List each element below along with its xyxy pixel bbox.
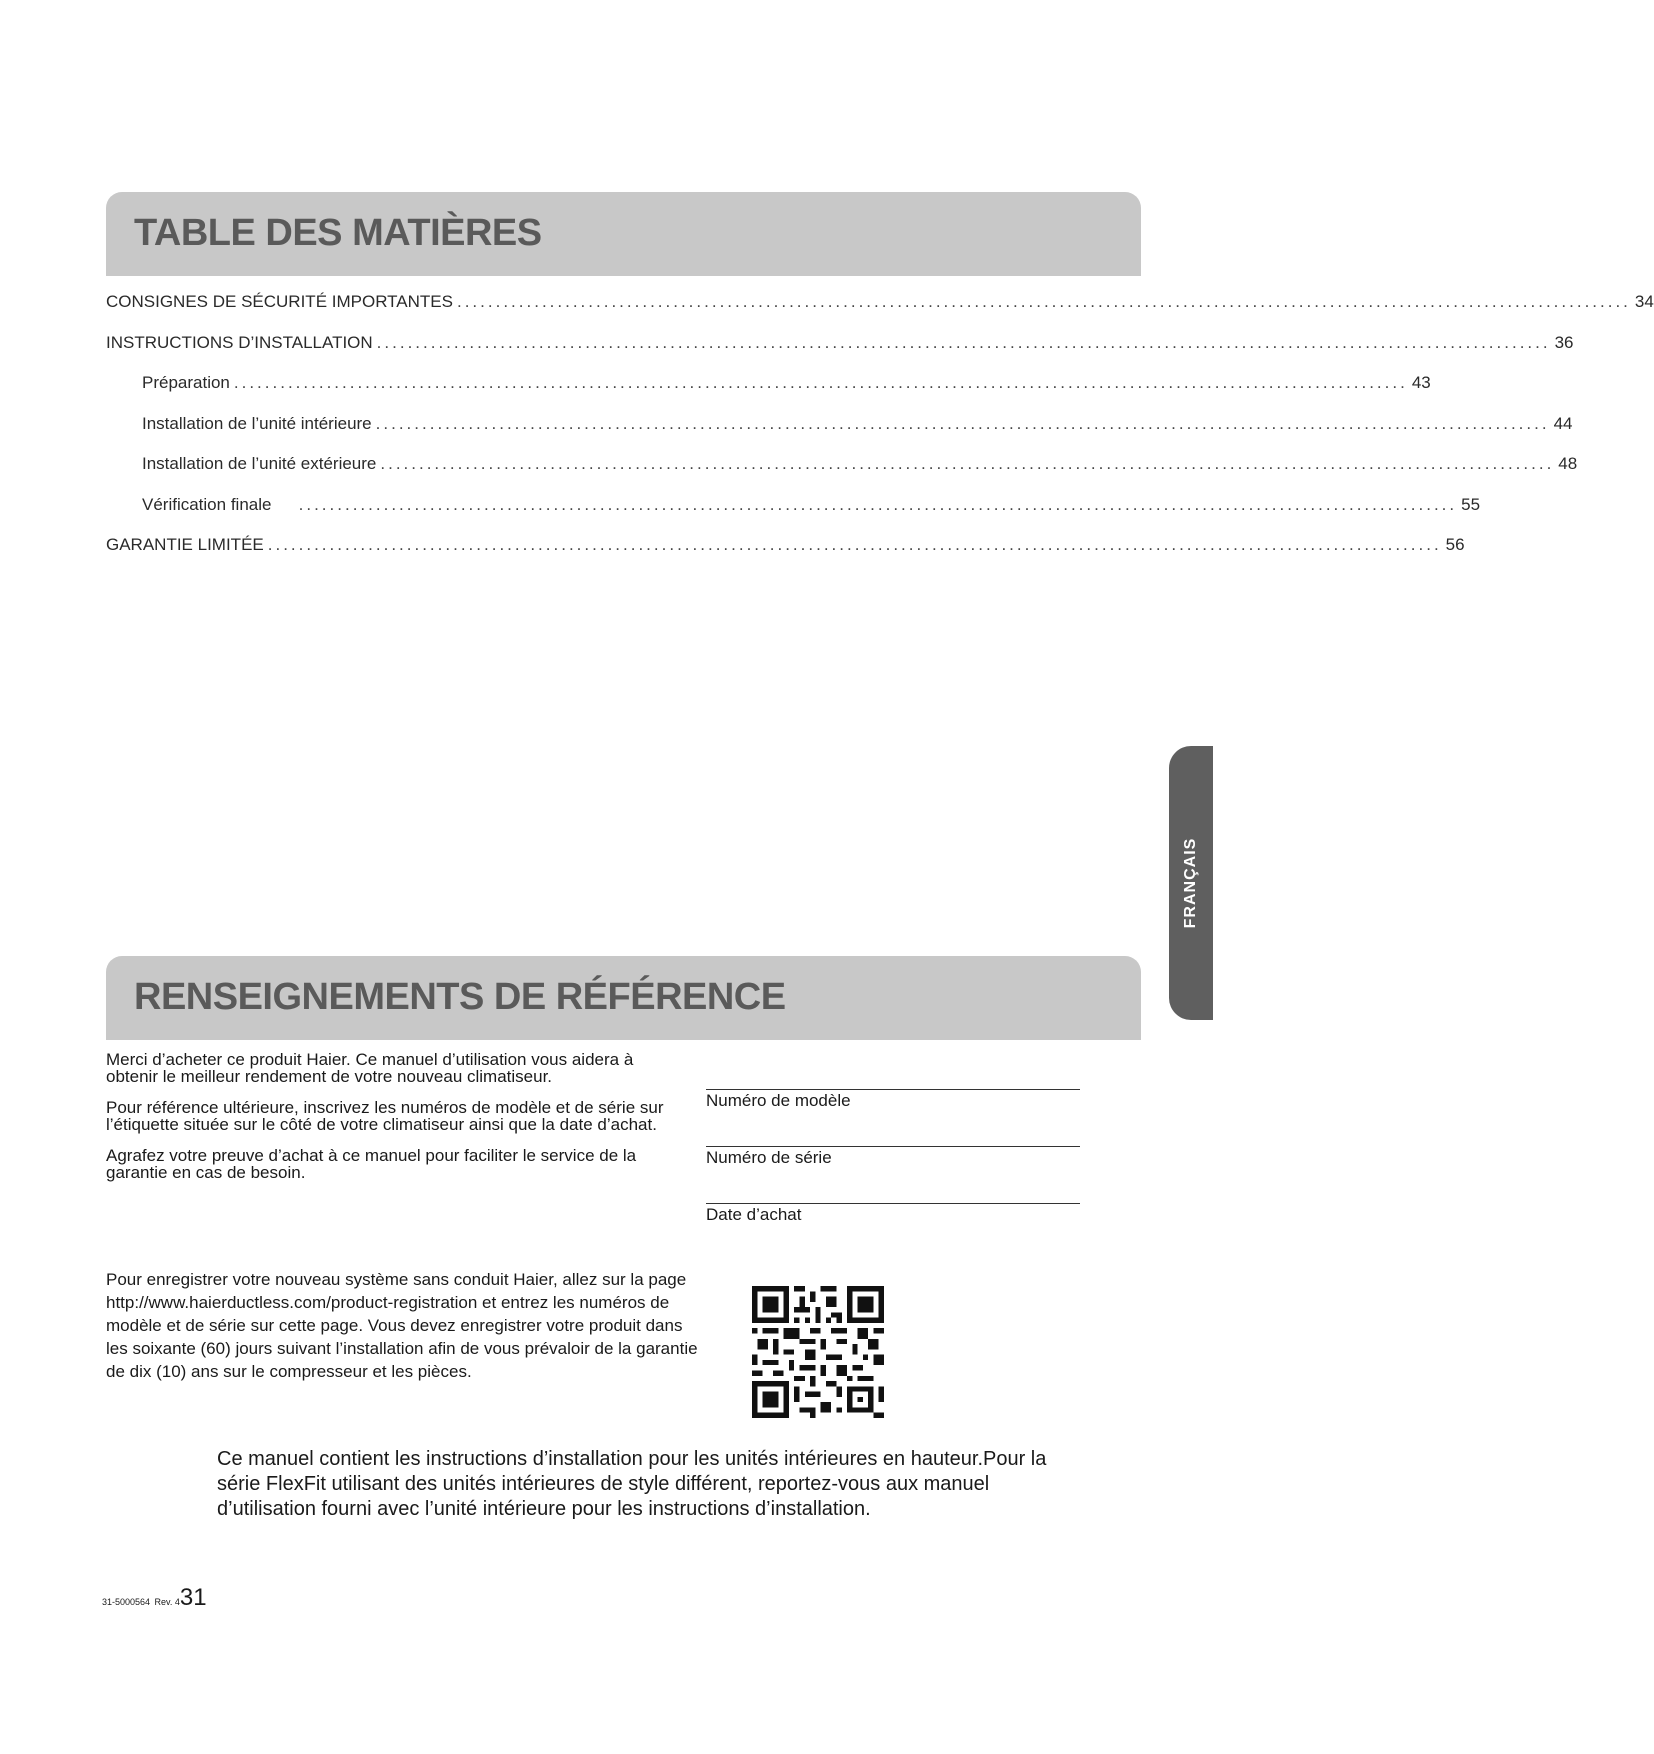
toc-entry[interactable] xyxy=(106,413,1573,455)
toc-leader-dots: ........................................................................................................................................................ xyxy=(375,413,1550,433)
reference-title: RENSEIGNEMENTS DE RÉFÉRENCE xyxy=(134,976,786,1018)
toc-entry[interactable] xyxy=(106,454,1578,495)
toc-leader-dots: ........................................................................................................................................................ xyxy=(380,454,1555,473)
toc-entry[interactable] xyxy=(106,494,1481,536)
purchase-date-label: Date d’achat xyxy=(706,1205,802,1224)
serial-number-field[interactable] xyxy=(706,1146,1080,1168)
toc-leader-dots: ........................................................................................................................................................ xyxy=(376,332,1551,352)
language-tab xyxy=(1169,746,1213,1020)
toc-entry-page: 48 xyxy=(1558,454,1578,473)
toc-title: TABLE DES MATIÈRES xyxy=(134,212,542,254)
toc-leader-dots: ........................................................................................................................................................ xyxy=(267,535,1442,554)
toc-entry-label: Préparation xyxy=(142,373,230,392)
registration-text: Pour enregistrer votre nouveau système sans conduit Haier, allez sur la page http://www.haierductless.com/product-registration et entrez les numéros de modèle et de série sur cette page. Vous devez enregistrer votre produit dans les soixante (60) jours suivant l’installation afin de vous prévaloir de la garantie de dix (10) ans sur le compresseur et les pièces. xyxy=(106,1270,698,1381)
purchase-date-field[interactable] xyxy=(706,1203,1080,1225)
toc-entry-page: 56 xyxy=(1445,535,1465,554)
toc-entry-label: Vérification finale xyxy=(142,494,272,514)
toc-entry-label: INSTRUCTIONS D’INSTALLATION xyxy=(106,332,373,352)
toc-entry-page: 34 xyxy=(1634,292,1654,311)
toc-entry-page: 36 xyxy=(1554,332,1574,352)
toc-entry[interactable] xyxy=(106,373,1431,414)
page-number: 31 xyxy=(179,1584,207,1611)
toc-header xyxy=(106,192,1141,276)
toc-entry-page: 44 xyxy=(1553,413,1573,433)
toc-entry-label: CONSIGNES DE SÉCURITÉ IMPORTANTES xyxy=(106,292,453,311)
toc-entry[interactable] xyxy=(106,332,1574,374)
model-number-field[interactable] xyxy=(706,1089,1080,1111)
toc-leader-dots: ........................................................................................................................................................ xyxy=(233,373,1408,392)
reference-intro xyxy=(106,1051,686,1195)
revision: Rev. 4 xyxy=(154,1597,180,1607)
reference-paragraph: Pour référence ultérieure, inscrivez les numéros de modèle et de série sur l’étiquette située sur le côté de votre climatiseur ainsi que la date d’achat. xyxy=(106,1098,664,1134)
toc-leader-dots: ........................................................................................................................................................ xyxy=(456,292,1631,311)
qr-code-icon[interactable] xyxy=(752,1286,884,1418)
toc-entry[interactable] xyxy=(106,292,1654,333)
reference-paragraph: Agrafez votre preuve d’achat à ce manuel pour faciliter le service de la garantie en cas de besoin. xyxy=(106,1146,637,1182)
language-tab-label: FRANÇAIS xyxy=(1182,837,1199,929)
toc-entry[interactable] xyxy=(106,535,1465,576)
toc-entry-label: Installation de l’unité intérieure xyxy=(142,413,372,433)
serial-number-label: Numéro de série xyxy=(706,1148,832,1167)
toc-entry-page: 43 xyxy=(1411,373,1431,392)
toc-leader-dots: ...................................................................................................................................................... xyxy=(275,494,1458,514)
installation-note: Ce manuel contient les instructions d’installation pour les unités intérieures en hauteur.Pour la série FlexFit utilisant des unités intérieures de style différent, reportez-vous aux manuel d’utilisation fourni avec l’unité intérieure pour les instructions d’installation. xyxy=(217,1448,1047,1520)
table-of-contents xyxy=(106,292,1654,576)
model-number-label: Numéro de modèle xyxy=(706,1091,851,1110)
toc-entry-page: 55 xyxy=(1461,494,1481,514)
reference-paragraph: Merci d’acheter ce produit Haier. Ce manuel d’utilisation vous aidera à obtenir le meilleur rendement de votre nouveau climatiseur. xyxy=(106,1050,634,1086)
toc-entry-label: GARANTIE LIMITÉE xyxy=(106,535,264,554)
reference-header xyxy=(106,956,1141,1040)
document-code: 31-5000564 xyxy=(102,1597,151,1607)
footer xyxy=(102,1584,207,1612)
toc-entry-label: Installation de l’unité extérieure xyxy=(142,454,377,473)
